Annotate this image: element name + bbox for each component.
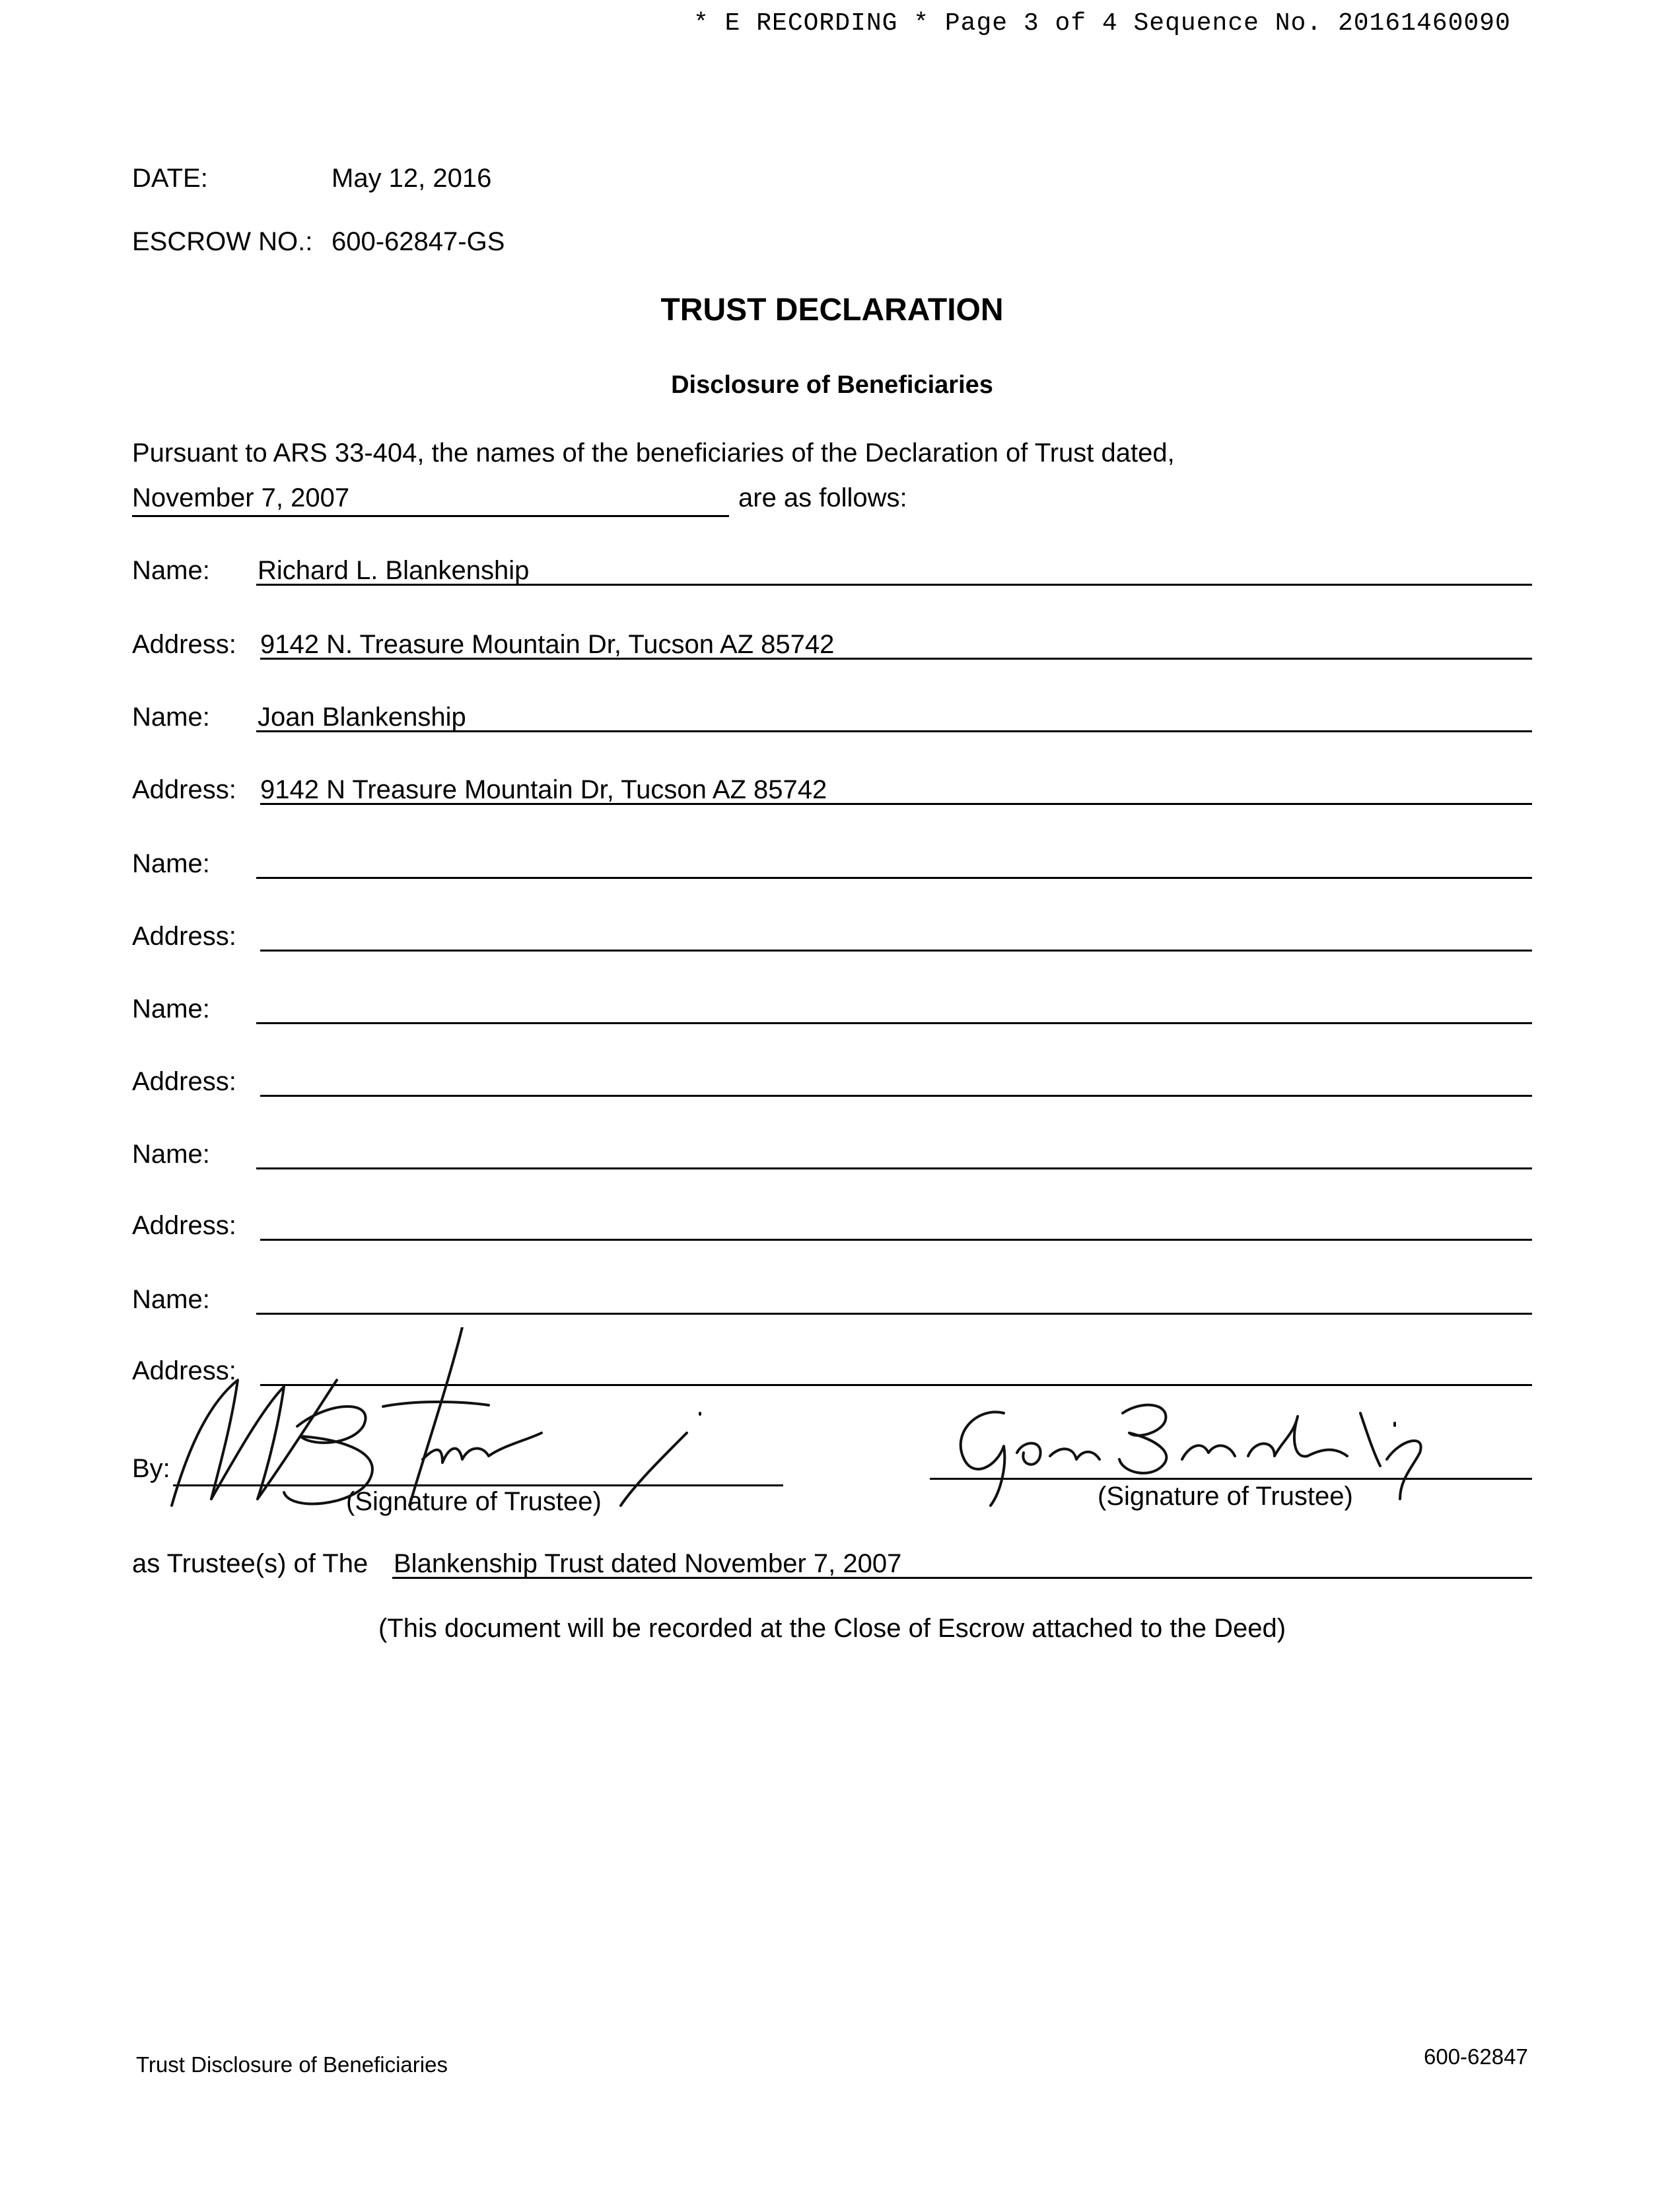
escrow-value: 600-62847-GS: [332, 227, 505, 256]
footer-left: Trust Disclosure of Beneficiaries: [136, 2052, 448, 2077]
trustee-signature-left: [158, 1327, 726, 1525]
trustee-signature-right: [925, 1393, 1440, 1512]
escrow-label: ESCROW NO.:: [132, 227, 313, 256]
date-label: DATE:: [132, 164, 208, 193]
address-line: [260, 803, 1532, 805]
by-label: By:: [132, 1454, 170, 1483]
signature-caption-right: (Signature of Trustee): [1098, 1482, 1353, 1511]
trust-name-value: Blankenship Trust dated November 7, 2007: [394, 1549, 902, 1578]
name-line: [256, 1313, 1532, 1315]
document-subtitle: Disclosure of Beneficiaries: [671, 371, 993, 399]
address-label: Address:: [132, 630, 236, 659]
name-label: Name:: [132, 994, 210, 1024]
recording-note: (This document will be recorded at the Close of Escrow attached to the Deed): [378, 1614, 1286, 1643]
intro-suffix: are as follows:: [738, 483, 907, 512]
footer-right: 600-62847: [1424, 2044, 1528, 2069]
name-label: Name:: [132, 703, 210, 732]
address-label: Address:: [132, 1356, 236, 1385]
recording-header: * E RECORDING * Page 3 of 4 Sequence No. 20161460090: [693, 9, 1511, 38]
signature-caption-left: (Signature of Trustee): [346, 1487, 602, 1516]
name-line: [256, 730, 1532, 732]
beneficiary-name: Joan Blankenship: [258, 703, 466, 732]
beneficiary-address: 9142 N Treasure Mountain Dr, Tucson AZ 85742: [260, 775, 827, 804]
address-label: Address:: [132, 775, 236, 804]
beneficiary-name: Richard L. Blankenship: [258, 556, 530, 585]
name-line: [256, 1022, 1532, 1024]
name-label: Name:: [132, 849, 210, 878]
intro-text: Pursuant to ARS 33-404, the names of the beneficiaries of the Declaration of Trust dated,: [132, 438, 1175, 468]
address-line: [260, 1095, 1532, 1097]
address-label: Address:: [132, 1067, 236, 1096]
trust-date-underline: [132, 515, 729, 517]
beneficiary-address: 9142 N. Treasure Mountain Dr, Tucson AZ 85742: [260, 630, 835, 659]
address-line: [260, 950, 1532, 952]
name-line: [256, 584, 1532, 586]
name-label: Name:: [132, 1285, 210, 1314]
name-label: Name:: [132, 1140, 210, 1169]
document-title: TRUST DECLARATION: [660, 293, 1004, 328]
trust-name-line: [392, 1577, 1532, 1579]
name-label: Name:: [132, 556, 210, 585]
address-label: Address:: [132, 1211, 236, 1240]
name-line: [256, 877, 1532, 879]
date-value: May 12, 2016: [332, 164, 492, 193]
name-line: [256, 1167, 1532, 1169]
address-line: [260, 658, 1532, 660]
trust-date-value: November 7, 2007: [132, 483, 350, 512]
trustee-of-label: as Trustee(s) of The: [132, 1549, 368, 1578]
address-label: Address:: [132, 922, 236, 951]
address-line: [260, 1239, 1532, 1241]
